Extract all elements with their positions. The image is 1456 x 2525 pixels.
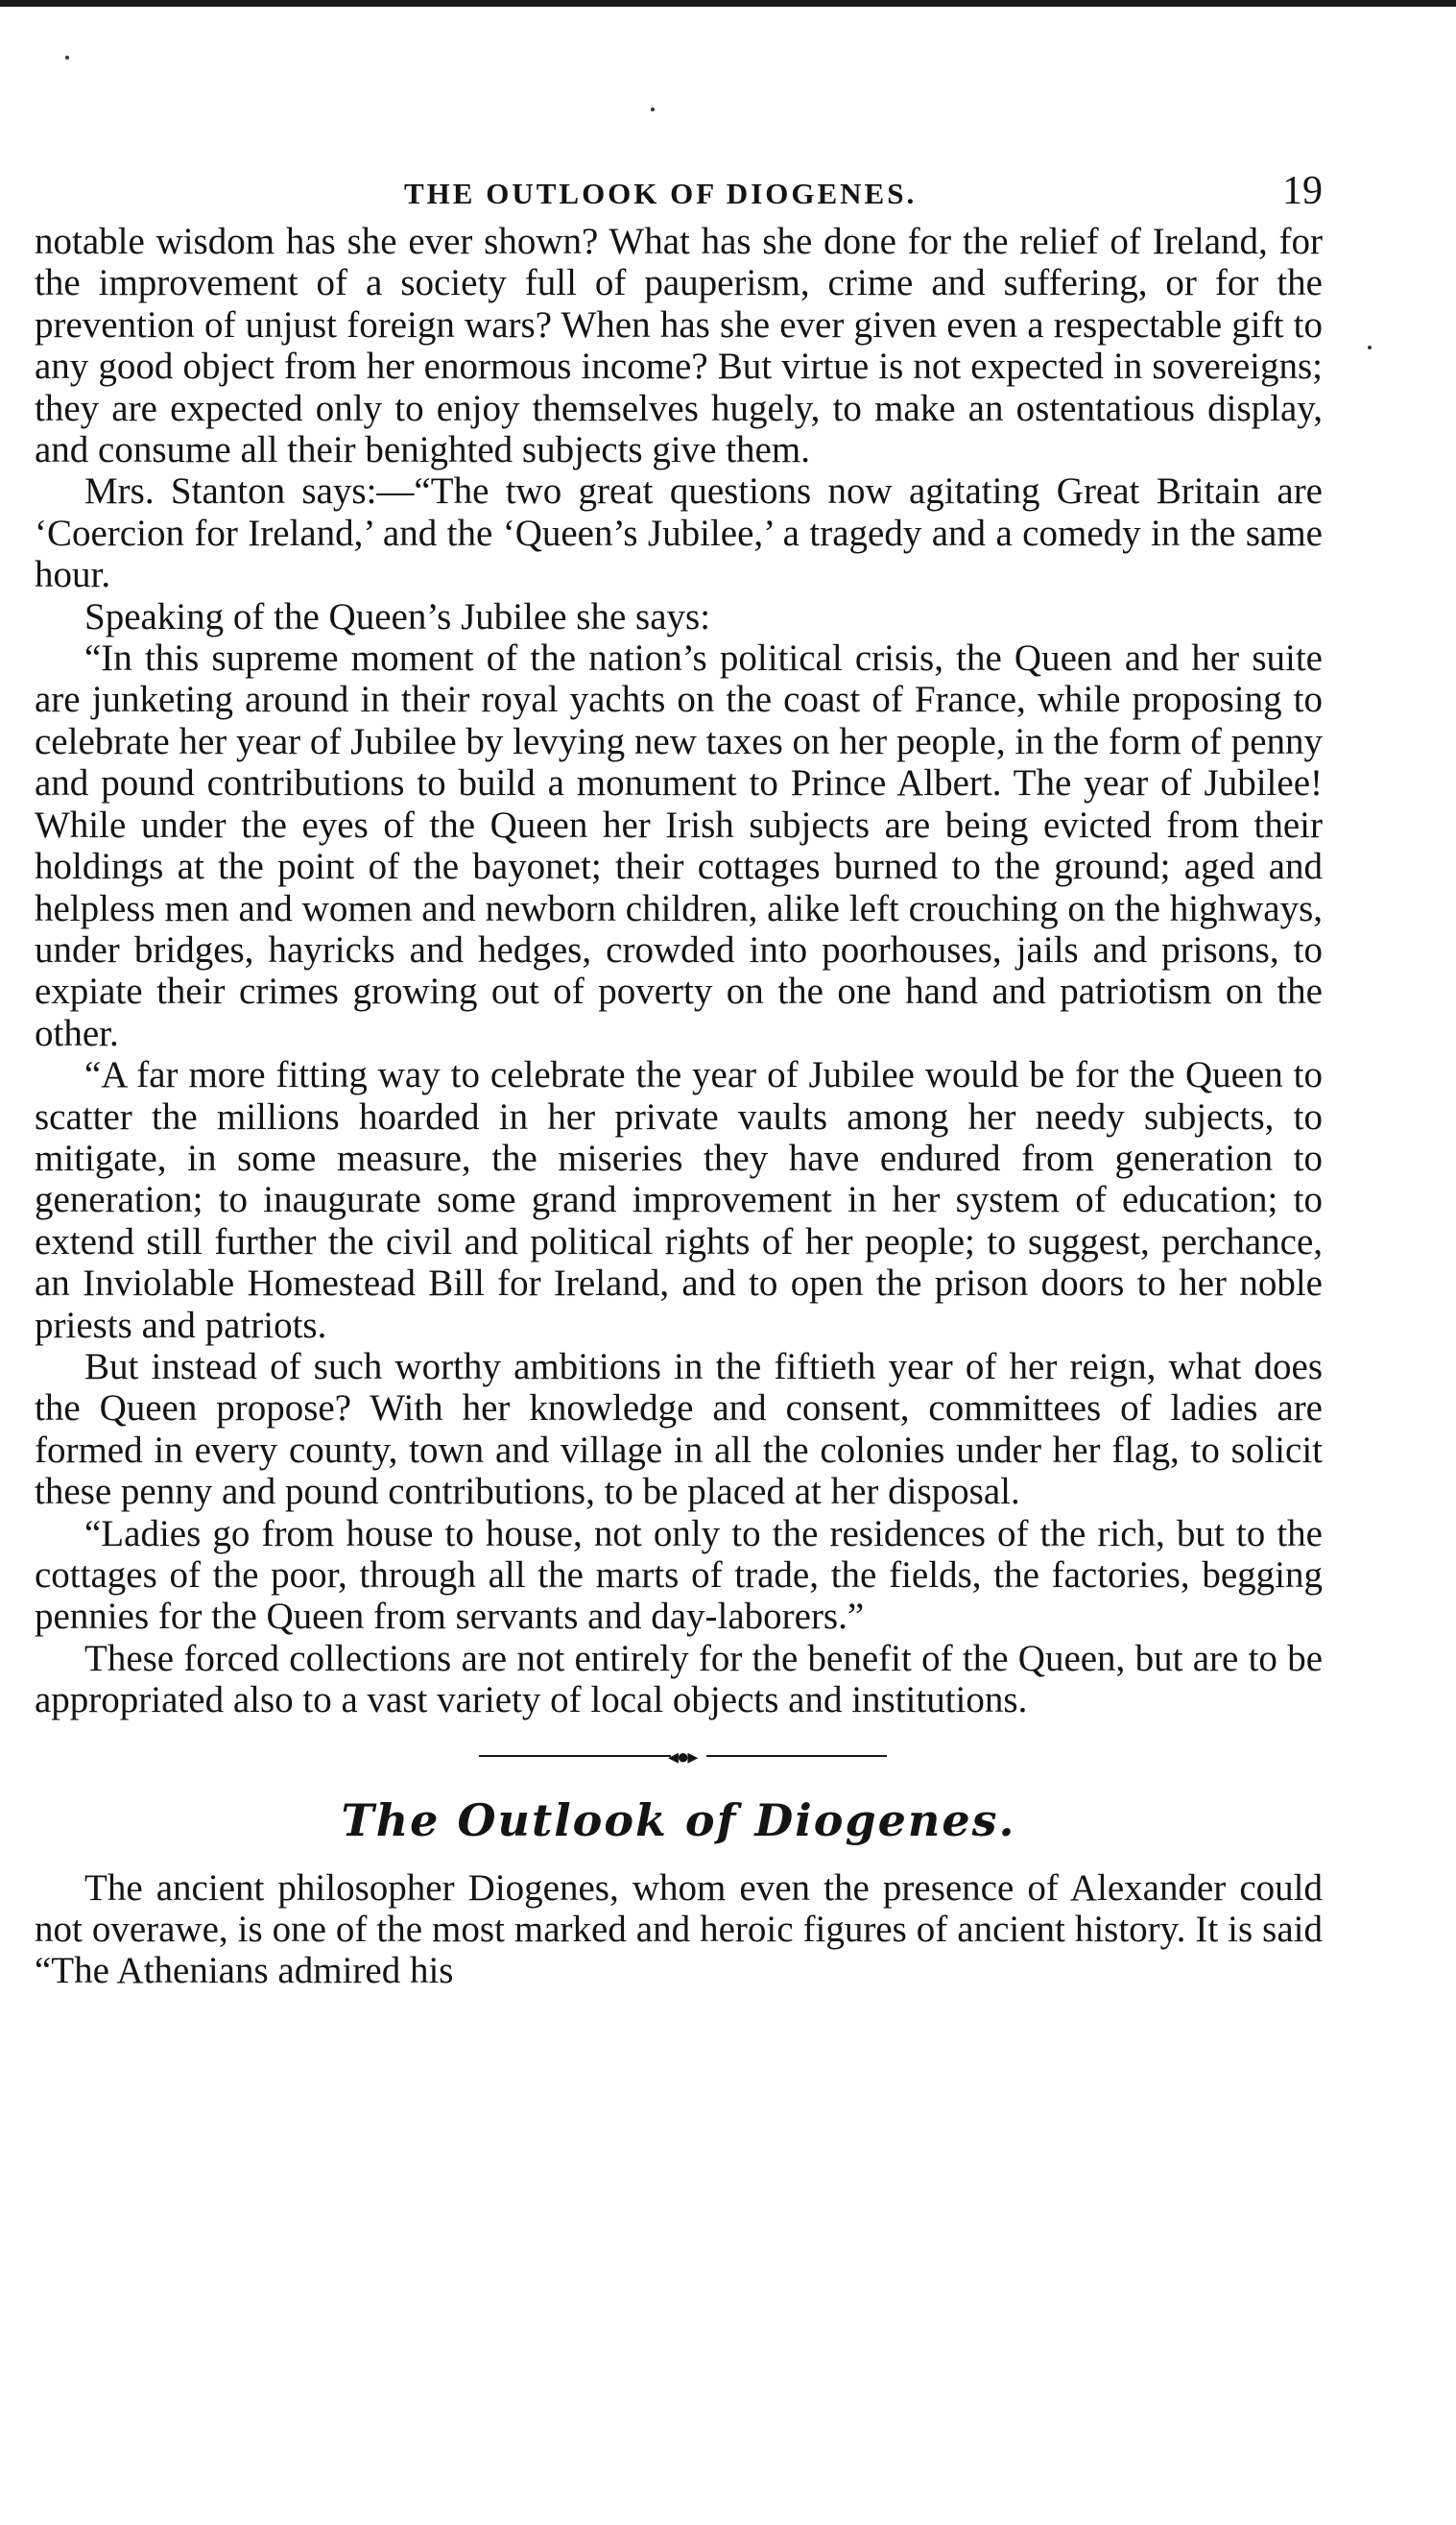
book-page <box>35 163 1323 1992</box>
paragraph: The ancient philosopher Diogenes, whom even the presence of Alexander could not overawe, is one of the most marked and heroic figures of ancient history. It is said “The Athenians admired his <box>35 1866 1323 1992</box>
divider-rule-left <box>479 1755 671 1757</box>
divider-ornament-icon: ◂●▸ <box>668 1743 697 1768</box>
section-title: The Outlook of Diogenes. <box>341 1793 1016 1846</box>
paragraph: “A far more fitting way to celebrate the year of Jubilee would be for the Queen to scatter the millions hoarded in her private vaults among her needy subjects, to mitigate, in some measure, the miseries they have endured from generation to generation; to inaugurate some grand improvement in her system of education; to extend still further the civil and political rights of her people; to suggest, perchance, an Inviolable Homestead Bill for Ireland, and to open the prison doors to her noble priests and patriots. <box>35 1054 1323 1346</box>
paragraph: Speaking of the Queen’s Jubilee she says: <box>84 595 711 637</box>
paragraph: These forced collections are not entirely for the benefit of the Queen, but are to be appropriated also to a vast variety of local objects and institutions. <box>35 1637 1323 1721</box>
paragraph: Mrs. Stanton says:—“The two great questions now agitating Great Britain are ‘Coercion for Ireland,’ and the ‘Queen’s Jubilee,’ a tragedy and a comedy in the same hour. <box>35 470 1323 596</box>
print-speck <box>65 56 69 60</box>
page-number: 19 <box>1282 169 1323 213</box>
paragraph: But instead of such worthy ambitions in the fiftieth year of her reign, what does the Queen propose? With her knowledge and consent, committees of ladies are formed in every county, town and village in all the colonies under her flag, to solicit these penny and pound contributions, to be placed at her disposal. <box>35 1345 1323 1513</box>
print-speck <box>1368 346 1372 349</box>
divider-rule-right <box>706 1755 887 1757</box>
paragraph: “In this supreme moment of the nation’s political crisis, the Queen and her suite are junketing around in their royal yachts on the coast of France, while proposing to celebrate her year of Jubilee by levying new taxes on her people, in the form of penny and pound contributions to build a monument to Prince Albert. The year of Jubilee! While under the eyes of the Queen her Irish subjects are being evicted from their holdings at the point of the bayonet; their cottages burned to the ground; aged and helpless men and women and newborn children, alike left crouching on the highways, under bridges, hayricks and hedges, crowded into poorhouses, jails and prisons, to expiate their crimes growing out of poverty on the one hand and patriotism on the other. <box>35 637 1323 1054</box>
running-title: THE OUTLOOK OF DIOGENES. <box>404 177 918 210</box>
article-body <box>35 221 1323 1721</box>
print-speck <box>651 108 655 111</box>
section-body <box>35 1867 1323 1992</box>
paragraph: notable wisdom has she ever shown? What has she done for the relief of Ireland, for the improvement of a society full of pauperism, crime and suffering, or for the prevention of unjust foreign wars? When has she ever given even a respectable gift to any good object from her enormous income? But virtue is not expected in sovereigns; they are expected only to enjoy themselves hugely, to make an ostentatious display, and consume all their benighted subjects give them. <box>35 221 1323 471</box>
paragraph: “Ladies go from house to house, not only to the residences of the rich, but to the cottages of the poor, through all the marts of trade, the fields, the factories, begging pennies for the Queen from servants and day-laborers.” <box>35 1512 1323 1638</box>
section-divider <box>35 1727 1323 1785</box>
running-header <box>35 163 1323 221</box>
top-edge-rule <box>0 0 1456 7</box>
